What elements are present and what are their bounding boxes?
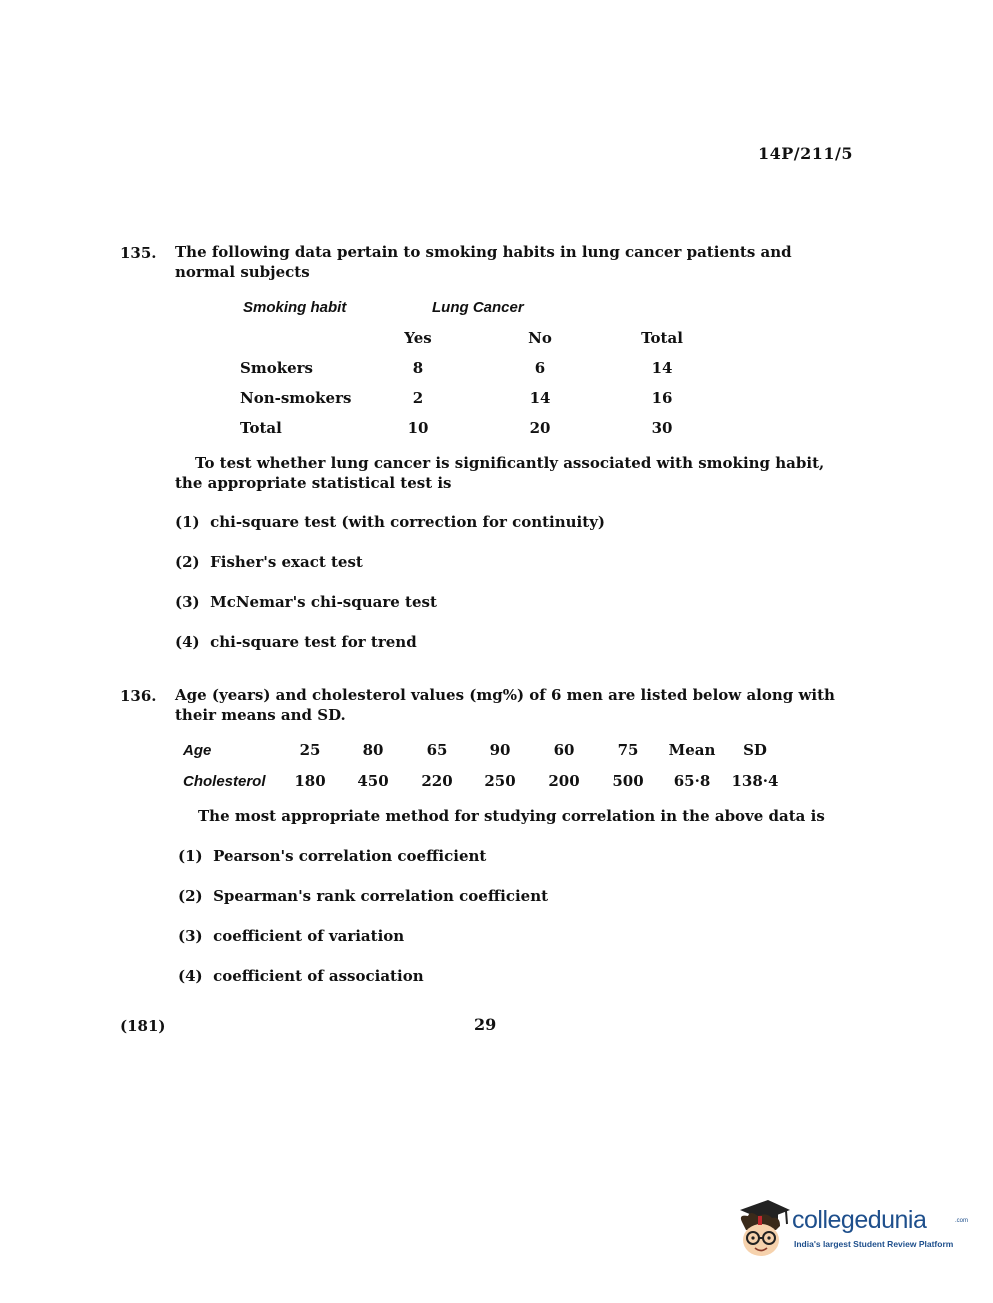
header-mean: Mean [668,741,716,759]
q135-option-2: (2) Fisher's exact test [175,553,363,571]
logo-tagline: India's largest Student Review Platform [794,1239,954,1249]
q136-option-1: (1) Pearson's correlation coefficient [178,847,487,865]
cell-nonsmokers-no: 14 [529,389,551,407]
age-value-6: 75 [617,741,639,759]
row-label-non-smokers: Non-smokers [240,389,352,407]
paper-code: 14P/211/5 [758,144,854,163]
mascot-icon [732,1196,792,1262]
chol-value-6: 500 [612,772,644,790]
question-136-number: 136. [120,687,157,705]
page-number: 29 [474,1015,497,1034]
q136-option-3: (3) coefficient of variation [178,927,405,945]
question-135-text: The following data pertain to smoking habits in lung cancer patients and normal subjects [175,243,792,281]
collegedunia-logo[interactable] [732,1196,972,1262]
chol-value-2: 450 [357,772,389,790]
cell-nonsmokers-yes: 2 [412,389,424,407]
mean-value: 65·8 [673,772,711,790]
q135-option-3: (3) McNemar's chi-square test [175,593,437,611]
q136-option-2: (2) Spearman's rank correlation coefficient [178,887,549,905]
q135-option-4: (4) chi-square test for trend [175,633,417,651]
age-value-1: 25 [299,741,321,759]
cell-smokers-no: 6 [534,359,546,377]
question-136-stem: The most appropriate method for studying correlation in the above data is [198,807,825,825]
table-row-header: Smoking habit [243,299,347,316]
footer-code: (181) [120,1017,166,1035]
header-sd: SD [743,741,767,759]
chol-value-1: 180 [294,772,326,790]
row-label-smokers: Smokers [240,359,313,377]
col-header-total: Total [641,329,683,347]
logo-wordmark: collegedunia [792,1206,927,1234]
col-header-yes: Yes [404,329,432,347]
cell-nonsmokers-total: 16 [651,389,673,407]
age-value-2: 80 [362,741,384,759]
cell-total-total: 30 [651,419,673,437]
chol-value-5: 200 [548,772,580,790]
row-label-age: Age [183,742,212,759]
q136-option-4: (4) coefficient of association [178,967,424,985]
logo-suffix: .com [955,1218,969,1224]
age-value-4: 90 [489,741,511,759]
cell-total-yes: 10 [407,419,429,437]
cell-smokers-total: 14 [651,359,673,377]
chol-value-3: 220 [421,772,453,790]
sd-value: 138·4 [731,772,779,790]
age-value-3: 65 [426,741,448,759]
question-136-text: Age (years) and cholesterol values (mg%) of 6 men are listed below along with their means and SD. [175,686,835,724]
question-135-stem: To test whether lung cancer is significantly associated with smoking habit, the appropriate statistical test is [175,454,825,492]
cell-total-no: 20 [529,419,551,437]
q135-option-1: (1) chi-square test (with correction for continuity) [175,513,606,531]
chol-value-4: 250 [484,772,516,790]
cell-smokers-yes: 8 [412,359,424,377]
col-header-no: No [528,329,552,347]
table-col-group-header: Lung Cancer [432,299,524,316]
question-135-number: 135. [120,244,157,262]
age-value-5: 60 [553,741,575,759]
row-label-cholesterol: Cholesterol [183,773,266,790]
row-label-total: Total [240,419,282,437]
